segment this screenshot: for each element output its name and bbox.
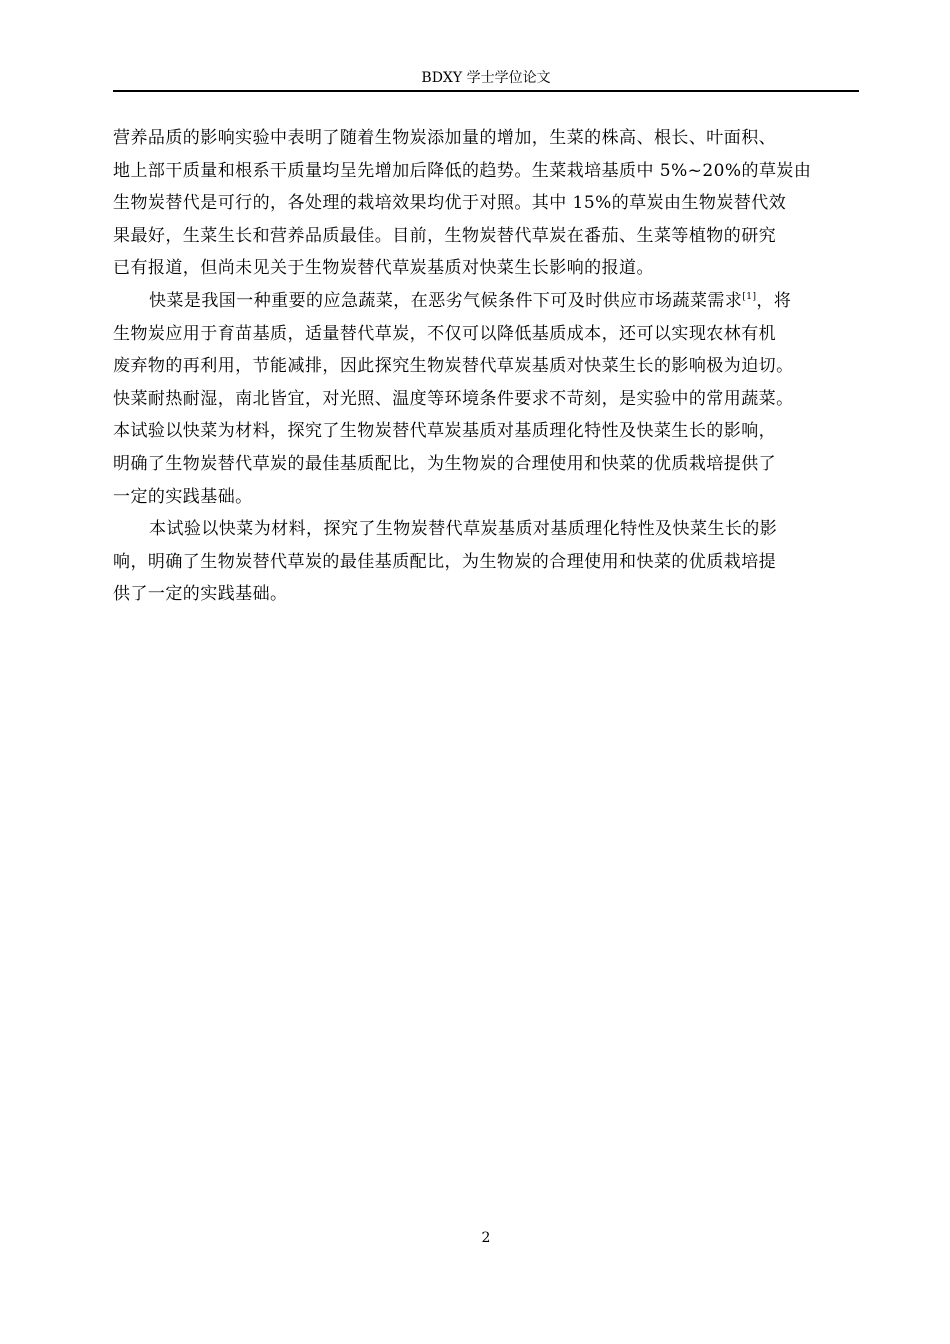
text-line: 生物炭替代是可行的，各处理的栽培效果均优于对照。其中 15%的草炭由生物炭替代效 <box>113 193 787 214</box>
header-title: BDXY 学士学位论文 <box>421 70 551 86</box>
text-line: 废弃物的再利用，节能减排，因此探究生物炭替代草炭基质对快菜生长的影响极为迫切。 <box>113 356 794 377</box>
text-line: 果最好，生菜生长和营养品质最佳。目前，生物炭替代草炭在番茄、生菜等植物的研究 <box>113 225 777 246</box>
text-line: 本试验以快菜为材料，探究了生物炭替代草炭基质对基质理化特性及快菜生长的影 <box>149 519 778 540</box>
text-line: 快菜耐热耐湿，南北皆宜，对光照、温度等环境条件要求不苛刻，是实验中的常用蔬菜。 <box>113 388 794 409</box>
text-line: 已有报道，但尚未见关于生物炭替代草炭基质对快菜生长影响的报道。 <box>113 258 654 279</box>
text-line: 一定的实践基础。 <box>113 486 253 507</box>
page-header <box>113 68 859 92</box>
text-line <box>113 285 875 318</box>
body-text <box>113 122 875 611</box>
text-line: 供了一定的实践基础。 <box>113 584 288 605</box>
text-line: 生物炭应用于育苗基质，适量替代草炭，不仅可以降低基质成本，还可以实现农林有机 <box>113 323 777 344</box>
page-number: 2 <box>481 1230 491 1246</box>
paragraph <box>113 513 875 611</box>
paragraph <box>113 285 875 513</box>
text-line: 响，明确了生物炭替代草炭的最佳基质配比，为生物炭的合理使用和快菜的优质栽培提 <box>113 551 777 572</box>
text-segment: 快菜是我国一种重要的应急蔬菜，在恶劣气候条件下可及时供应市场蔬菜需求 <box>149 290 743 311</box>
text-line: 明确了生物炭替代草炭的最佳基质配比，为生物炭的合理使用和快菜的优质栽培提供了 <box>113 453 777 474</box>
paragraph <box>113 122 875 285</box>
citation-reference[interactable]: [1] <box>742 291 757 302</box>
text-line: 地上部干质量和根系干质量均呈先增加后降低的趋势。生菜栽培基质中 5%~20%的草炭由 <box>113 160 812 181</box>
text-segment: ，将 <box>756 290 792 311</box>
text-line: 本试验以快菜为材料，探究了生物炭替代草炭基质对基质理化特性及快菜生长的影响， <box>113 421 777 442</box>
text-line: 营养品质的影响实验中表明了随着生物炭添加量的增加，生菜的株高、根长、叶面积、 <box>113 128 777 148</box>
